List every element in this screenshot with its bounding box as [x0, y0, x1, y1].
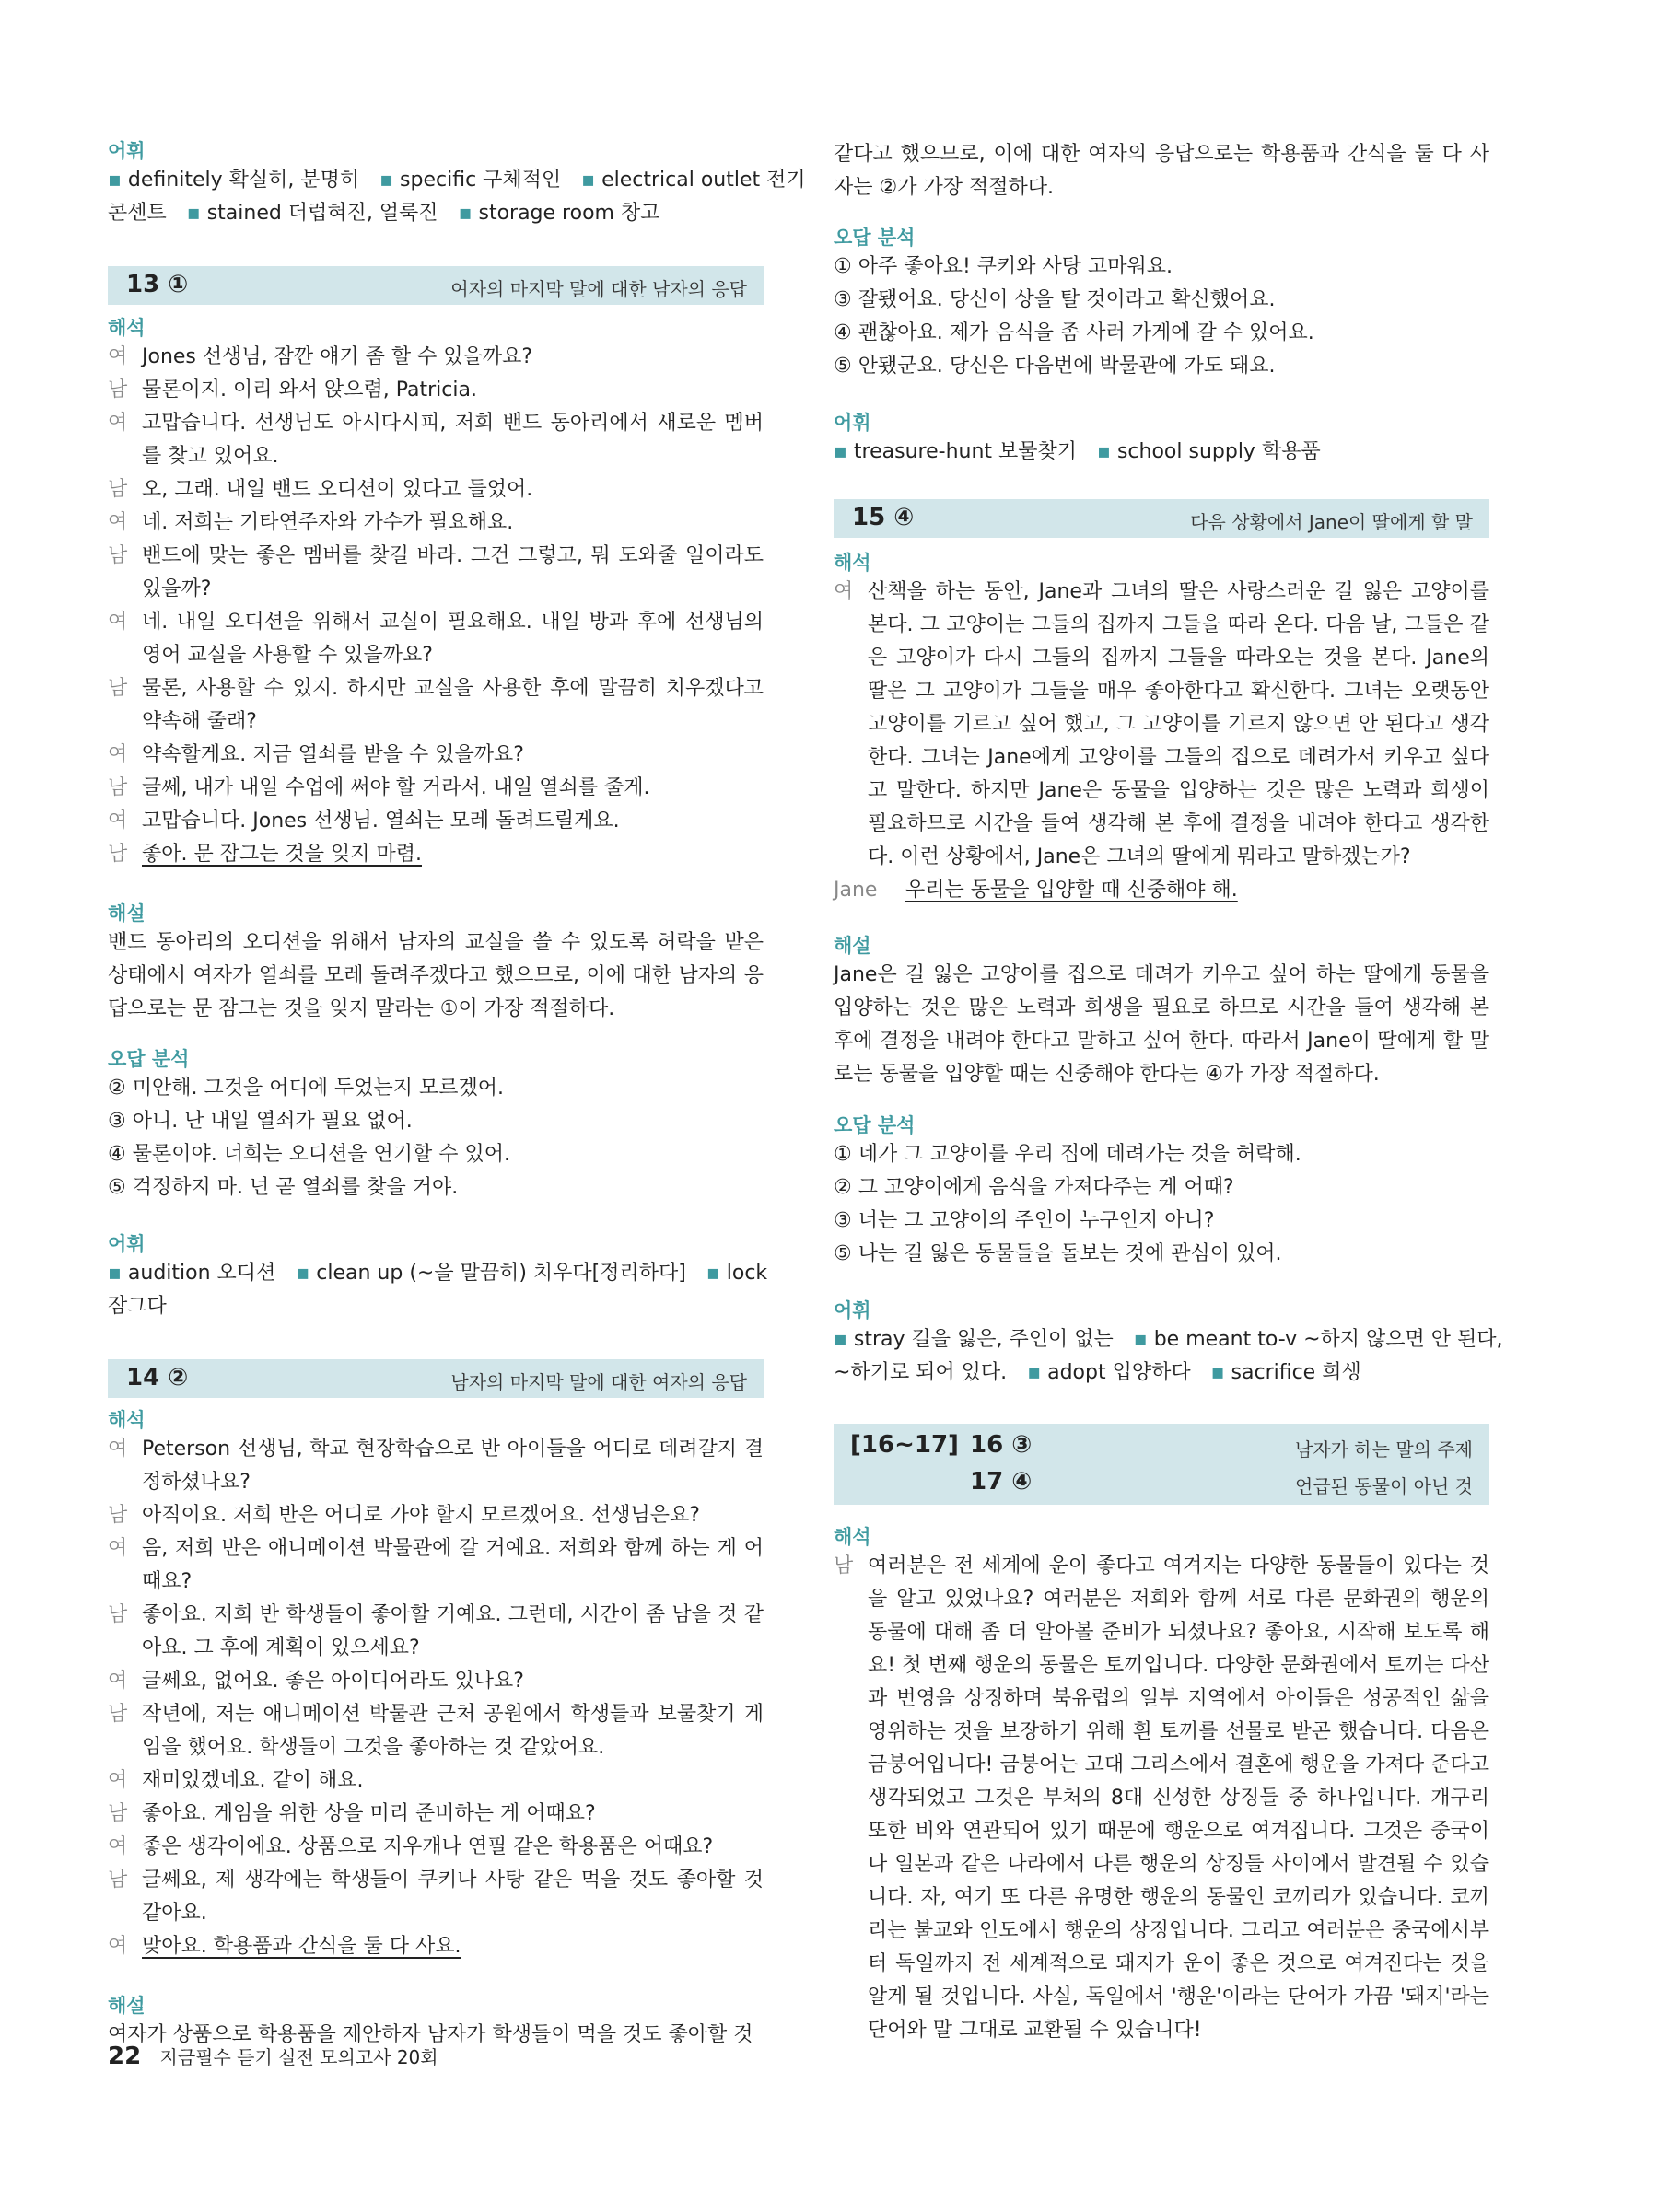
dialogue-line	[108, 1599, 764, 1665]
vocab-item	[834, 1361, 1007, 1384]
speaker-label: 여	[834, 580, 854, 603]
question-number: 14 ②	[126, 1364, 189, 1391]
dialogue	[108, 341, 764, 871]
answer-option: ③ 잘됐어요. 당신이 상을 탈 것이라고 확신했어요.	[834, 288, 1276, 311]
speaker-label: 여	[108, 743, 128, 766]
speaker-label: 여	[108, 611, 128, 634]
dialogue-text: 좋아요. 저희 반 학생들이 좋아할 거예요. 그런데, 시간이 좀 남을 것 같아요. 그 후에 계획이 있으세요?	[142, 1603, 764, 1659]
vocab-item	[459, 202, 660, 225]
dialogue-line	[108, 1764, 764, 1798]
speaker-label: 여	[108, 1769, 128, 1792]
bullet-icon: ▪	[581, 169, 596, 192]
speaker-label: 여	[108, 412, 128, 435]
dialogue-text: 작년에, 저는 애니메이션 박물관 근처 공원에서 학생들과 보물찾기 게임을 했어요. 학생들이 그것을 좋아하는 것 같았어요.	[142, 1703, 764, 1759]
dialogue-text: 좋은 생각이에요. 상품으로 지우개나 연필 같은 학용품은 어때요?	[142, 1835, 714, 1858]
speaker-label: 여	[108, 1935, 128, 1958]
answer-option: ④ 괜찮아요. 제가 음식을 좀 사러 가게에 갈 수 있어요.	[834, 321, 1314, 344]
question-number: 17 ④	[970, 1468, 1033, 1496]
vocab-section	[834, 410, 1489, 469]
vocab-item	[108, 169, 359, 192]
explanation-section	[108, 901, 764, 1026]
question-title: 남자의 마지막 말에 대한 여자의 응답	[450, 1371, 747, 1393]
speaker-label: 남	[108, 776, 128, 799]
dialogue-text: 고맙습니다. Jones 선생님. 열쇠는 모레 돌려드릴게요.	[142, 809, 620, 832]
translation-label: 해석	[834, 552, 871, 574]
explanation-label: 해설	[108, 902, 146, 925]
explanation-section	[834, 933, 1489, 1091]
dialogue-line	[108, 540, 764, 606]
translation-label: 해석	[108, 317, 146, 339]
wrong-answer-list	[834, 1138, 1489, 1271]
vocab-text: be meant to-v ~하지 않으면 안 된다,	[1153, 1328, 1503, 1351]
vocab-text: sacrifice 희생	[1231, 1361, 1361, 1384]
dialogue-text: 밴드에 맞는 좋은 멤버를 찾길 바라. 그건 그렇고, 뭐 도와줄 일이라도 있을까?	[142, 544, 764, 600]
bullet-icon: ▪	[108, 1262, 122, 1285]
translation-section	[108, 315, 764, 871]
bullet-icon: ▪	[1210, 1361, 1225, 1384]
monologue-text: 여러분은 전 세계에 운이 좋다고 여겨지는 다양한 동물들이 있다는 것을 알고 있었나요? 여러분은 저희와 함께 서로 다른 문화권의 행운의 동물에 대해 좀 더 알아볼 준비가 되셨나요? 좋아요, 시작해 보도록 해요! 첫 번째 행운의 동물은 토끼입니다. 다양한 문화권에서 토끼는 다산과 번영을 상징하며 북유럽의 일부 지역에서 아이들은 성공적인 삶을 영위하는 것을 보장하기 위해 흰 토끼를 선물로 받곤 했습니다. 다음은 금붕어입니다! 금붕어는 고대 그리스에서 결혼에 행운을 가져다 준다고 생각되었고 그것은 부처의 8대 신성한 상징들 중 하나입니다. 개구리 또한 비와 연관되어 있기 때문에 행운으로 여겨집니다. 그것은 중국이나 일본과 같은 나라에서 다른 행운의 상징들 사이에서 발견될 수 있습니다. 자, 여기 또 다른 유명한 행운의 동물인 코끼리가 있습니다. 코끼리는 불교와 인도에서 행운의 상징입니다. 그리고 여러분은 중국에서부터 독일까지 전 세계적으로 돼지가 운이 좋은 것으로 여겨진다는 것을 알게 될 것입니다. 사실, 독일에서 '행운'이라는 단어가 가끔 '돼지'라는 단어와 말 그대로 교환될 수 있습니다!	[868, 1554, 1489, 2042]
vocab-item	[296, 1262, 686, 1285]
vocab-item	[1027, 1361, 1190, 1384]
vocab-text: electrical outlet 전기	[601, 169, 806, 192]
dialogue-text: 글쎄요, 없어요. 좋은 아이디어라도 있나요?	[142, 1670, 524, 1693]
speaker-label: 여	[108, 1438, 128, 1461]
dialogue-text: 물론, 사용할 수 있지. 하지만 교실을 사용한 후에 말끔히 치우겠다고 약속해 줄래?	[142, 677, 764, 733]
bullet-icon: ▪	[458, 202, 473, 225]
bullet-icon: ▪	[834, 1328, 847, 1351]
speaker-label: 남	[108, 378, 128, 402]
dialogue	[108, 1433, 764, 1963]
vocab-line	[108, 164, 806, 197]
question-range: [16~17]	[850, 1431, 959, 1459]
dialogue-line	[108, 407, 764, 473]
vocab-line	[834, 1323, 1503, 1356]
dialogue-line	[108, 1433, 764, 1499]
vocab-text: audition 오디션	[127, 1262, 276, 1285]
speaker-label: Jane	[834, 879, 878, 902]
bullet-icon: ▪	[1097, 440, 1111, 463]
vocab-text: 콘센트	[108, 202, 167, 225]
vocab-text: stray 길을 잃은, 주인이 없는	[853, 1328, 1114, 1351]
dialogue-text: Peterson 선생님, 학교 현장학습으로 반 아이들을 어디로 데려갈지 결정하셨나요?	[142, 1438, 764, 1494]
bullet-icon: ▪	[834, 440, 847, 463]
translation-label: 해석	[834, 1526, 871, 1548]
vocab-line	[108, 1290, 764, 1323]
speaker-label: 여	[108, 345, 128, 368]
dialogue-line	[108, 772, 764, 805]
vocab-item	[581, 169, 805, 192]
dialogue-line	[108, 374, 764, 407]
speaker-label: 남	[834, 1554, 854, 1578]
dialogue-text: 고맙습니다. 선생님도 아시다시피, 저희 밴드 동아리에서 새로운 멤버를 찾고 있어요.	[142, 412, 764, 468]
explanation-text: 같다고 했으므로, 이에 대한 여자의 응답으로는 학용품과 간식을 둘 다 사자는 ②가 가장 적절하다.	[834, 143, 1489, 199]
answer-option: ⑤ 안됐군요. 당신은 다음번에 박물관에 가도 돼요.	[834, 355, 1276, 378]
dialogue-line	[108, 1698, 764, 1764]
explanation-text: 여자가 상품으로 학용품을 제안하자 남자가 학생들이 먹을 것도 좋아할 것	[108, 2023, 753, 2046]
answer-option: ③ 아니. 난 내일 열쇠가 필요 없어.	[108, 1110, 413, 1133]
dialogue-text: 글쎄요, 제 생각에는 학생들이 쿠키나 사탕 같은 먹을 것도 좋아할 것 같아요.	[142, 1869, 764, 1925]
answer-option: ⑤ 걱정하지 마. 넌 곧 열쇠를 찾을 거야.	[108, 1176, 459, 1199]
dialogue-text: 맞아요. 학용품과 간식을 둘 다 사요.	[142, 1935, 461, 1958]
vocab-item	[108, 202, 167, 225]
translation-section	[834, 1524, 1489, 2047]
wrong-answer-list	[108, 1072, 764, 1205]
speaker-label: 남	[108, 544, 128, 567]
speaker-label: 남	[108, 478, 128, 501]
speaker-label: 여	[108, 511, 128, 534]
speaker-label: 여	[108, 1835, 128, 1858]
speaker-label: 남	[108, 1703, 128, 1726]
speaker-label: 남	[108, 1802, 128, 1825]
vocab-text: 잠그다	[108, 1295, 167, 1318]
dialogue-line	[108, 1864, 764, 1930]
book-title: 지금필수 듣기 실전 모의고사 20회	[159, 2046, 438, 2068]
bullet-icon: ▪	[706, 1262, 720, 1285]
page-number: 22	[108, 2043, 142, 2070]
dialogue-line	[108, 341, 764, 374]
question-header	[834, 499, 1489, 538]
bullet-icon: ▪	[186, 202, 201, 225]
vocab-line	[834, 436, 1489, 469]
speaker-label: 남	[108, 1504, 128, 1527]
question-title: 여자의 마지막 말에 대한 남자의 응답	[450, 278, 747, 300]
dialogue-line	[108, 606, 764, 672]
vocab-line	[108, 1257, 768, 1290]
vocab-item	[379, 169, 561, 192]
answer-option: ② 그 고양이에게 음식을 가져다주는 게 어때?	[834, 1176, 1234, 1199]
bullet-icon: ▪	[296, 1262, 310, 1285]
dialogue-text: 네. 내일 오디션을 위해서 교실이 필요해요. 내일 방과 후에 선생님의 영어 교실을 사용할 수 있을까요?	[142, 611, 764, 667]
dialogue-text: 네. 저희는 기타연주자와 가수가 필요해요.	[142, 511, 514, 534]
dialogue-text: 글쎄, 내가 내일 수업에 써야 할 거라서. 내일 열쇠를 줄게.	[142, 776, 650, 799]
vocab-label: 어휘	[834, 1299, 871, 1321]
dialogue-line	[108, 1798, 764, 1831]
explanation-label: 해설	[834, 935, 871, 957]
vocab-text: lock	[726, 1262, 768, 1285]
question-header	[108, 266, 764, 305]
answer-text: 우리는 동물을 입양할 때 신중해야 해.	[905, 879, 1238, 902]
explanation-continued	[834, 138, 1489, 204]
wrong-answer-section	[108, 1046, 764, 1205]
vocab-section	[108, 138, 806, 230]
bullet-icon: ▪	[1133, 1328, 1148, 1351]
vocab-text: storage room 창고	[478, 202, 660, 225]
answer-option: ① 네가 그 고양이를 우리 집에 데려가는 것을 허락해.	[834, 1143, 1301, 1166]
dialogue-text: 좋아요. 게임을 위한 상을 미리 준비하는 게 어때요?	[142, 1802, 596, 1825]
wrong-answer-section	[834, 1112, 1489, 1271]
vocab-item	[108, 1262, 275, 1285]
dialogue-text: 오, 그래. 내일 밴드 오디션이 있다고 들었어.	[142, 478, 533, 501]
dialogue-line	[108, 1930, 764, 1963]
translation-label: 해석	[108, 1409, 146, 1431]
wrong-answer-list	[834, 250, 1489, 383]
vocab-text: definitely 확실히, 분명히	[127, 169, 360, 192]
dialogue-line	[108, 506, 764, 540]
dialogue-text: 좋아. 문 잠그는 것을 잊지 마렴.	[142, 843, 422, 866]
vocab-item	[187, 202, 438, 225]
narration	[834, 576, 1489, 874]
speaker-label: 남	[108, 677, 128, 700]
vocab-item	[706, 1262, 767, 1285]
answer-line	[834, 874, 1489, 907]
vocab-text: adopt 입양하다	[1047, 1361, 1191, 1384]
bullet-icon: ▪	[108, 169, 122, 192]
vocab-label: 어휘	[834, 412, 871, 434]
vocab-text: clean up (~을 말끔히) 치우다[정리하다]	[316, 1262, 686, 1285]
vocab-text: ~하기로 되어 있다.	[834, 1361, 1008, 1384]
question-header	[108, 1359, 764, 1398]
dialogue-text: 아직이요. 저희 반은 어디로 가야 할지 모르겠어요. 선생님은요?	[142, 1504, 700, 1527]
question-header	[834, 1424, 1489, 1505]
vocab-text: stained 더럽혀진, 얼룩진	[206, 202, 438, 225]
speaker-label: 남	[108, 843, 128, 866]
speaker-label: 여	[108, 1670, 128, 1693]
vocab-text: treasure-hunt 보물찾기	[853, 440, 1078, 463]
dialogue-text: Jones 선생님, 잠깐 얘기 좀 할 수 있을까요?	[142, 345, 533, 368]
explanation-label: 해설	[108, 1995, 146, 2017]
explanation-text: 밴드 동아리의 오디션을 위해서 남자의 교실을 쓸 수 있도록 허락을 받은 상태에서 여자가 열쇠를 모레 돌려주겠다고 했으므로, 이에 대한 남자의 응답으로는 문 잠그는 것을 잊지 말라는 ①이 가장 적절하다.	[108, 931, 764, 1020]
translation-section	[834, 550, 1489, 907]
dialogue-text: 약속할게요. 지금 열쇠를 받을 수 있을까요?	[142, 743, 524, 766]
dialogue-text: 재미있겠네요. 같이 해요.	[142, 1769, 364, 1792]
dialogue-line	[108, 1831, 764, 1864]
narration-text: 산책을 하는 동안, Jane과 그녀의 딸은 사랑스러운 길 잃은 고양이를 본다. 그 고양이는 그들의 집까지 그들을 따라 온다. 다음 날, 그들은 같은 고양이가 다시 그들의 집까지 그들을 따라오는 것을 본다. Jane의 딸은 그 고양이가 그들을 매우 좋아한다고 확신한다. 그녀는 오랫동안 고양이를 기르고 싶어 했고, 그 고양이를 기르지 않으면 안 된다고 생각한다. 그녀는 Jane에게 고양이를 그들의 집으로 데려가서 키우고 싶다고 말한다. 하지만 Jane은 동물을 입양하는 것은 많은 노력과 희생이 필요하므로 시간을 들여 생각해 본 후에 결정을 내려야 한다고 생각한다. 이런 상황에서, Jane은 그녀의 딸에게 뭐라고 말하겠는가?	[868, 580, 1489, 868]
bullet-icon: ▪	[1027, 1361, 1042, 1384]
dialogue-line	[108, 1499, 764, 1532]
question-title: 다음 상황에서 Jane이 딸에게 할 말	[1190, 511, 1473, 533]
vocab-item	[834, 1328, 1114, 1351]
page-footer	[108, 2043, 438, 2070]
speaker-label: 남	[108, 1869, 128, 1892]
dialogue-text: 음, 저희 반은 애니메이션 박물관에 갈 거예요. 저희와 함께 하는 게 어때요?	[142, 1537, 764, 1593]
wrong-answer-label: 오답 분석	[834, 227, 916, 249]
question-number: 13 ①	[126, 271, 189, 298]
dialogue-line	[108, 838, 764, 871]
question-number: 15 ④	[852, 504, 915, 531]
question-number: 16 ③	[970, 1431, 1033, 1459]
vocab-item	[108, 1295, 167, 1318]
bullet-icon: ▪	[379, 169, 394, 192]
dialogue-text: 물론이지. 이리 와서 앉으렴, Patricia.	[142, 378, 477, 402]
vocab-line	[834, 1356, 1489, 1390]
dialogue-line	[108, 1665, 764, 1698]
dialogue-line	[108, 805, 764, 838]
speaker-label: 여	[108, 1537, 128, 1560]
vocab-label: 어휘	[108, 1233, 146, 1255]
vocab-section	[834, 1298, 1503, 1390]
vocab-item	[1097, 440, 1321, 463]
monologue	[834, 1550, 1489, 2047]
question-title: 남자가 하는 말의 주제	[1295, 1438, 1473, 1461]
translation-section	[108, 1407, 764, 1963]
vocab-text: school supply 학용품	[1116, 440, 1321, 463]
question-title: 언급된 동물이 아닌 것	[1295, 1475, 1473, 1497]
speaker-label: 남	[108, 1603, 128, 1626]
vocab-item	[1211, 1361, 1361, 1384]
dialogue-line	[108, 1532, 764, 1599]
vocab-label: 어휘	[108, 140, 146, 162]
wrong-answer-label: 오답 분석	[108, 1048, 190, 1070]
answer-option: ④ 물론이야. 너희는 오디션을 연기할 수 있어.	[108, 1143, 510, 1166]
speaker-label: 여	[108, 809, 128, 832]
answer-option: ① 아주 좋아요! 쿠키와 사탕 고마워요.	[834, 255, 1173, 278]
vocab-line	[108, 197, 764, 230]
vocab-item	[834, 440, 1077, 463]
wrong-answer-section	[834, 225, 1489, 383]
dialogue-line	[108, 672, 764, 739]
vocab-section	[108, 1231, 768, 1323]
vocab-item	[1134, 1328, 1503, 1351]
explanation-text: Jane은 길 잃은 고양이를 집으로 데려가 키우고 싶어 하는 딸에게 동물을 입양하는 것은 많은 노력과 희생을 필요로 하므로 시간을 들여 생각해 본 후에 결정을 내려야 한다고 말하고 싶어 한다. 따라서 Jane이 딸에게 할 말로는 동물을 입양할 때는 신중해야 한다는 ④가 가장 적절하다.	[834, 963, 1489, 1086]
answer-option: ② 미안해. 그것을 어디에 두었는지 모르겠어.	[108, 1077, 504, 1100]
wrong-answer-label: 오답 분석	[834, 1114, 916, 1136]
answer-option: ⑤ 나는 길 잃은 동물들을 돌보는 것에 관심이 있어.	[834, 1242, 1282, 1265]
vocab-text: specific 구체적인	[400, 169, 562, 192]
dialogue-line	[108, 739, 764, 772]
answer-option: ③ 너는 그 고양이의 주인이 누구인지 아니?	[834, 1209, 1215, 1232]
dialogue-line	[108, 473, 764, 506]
